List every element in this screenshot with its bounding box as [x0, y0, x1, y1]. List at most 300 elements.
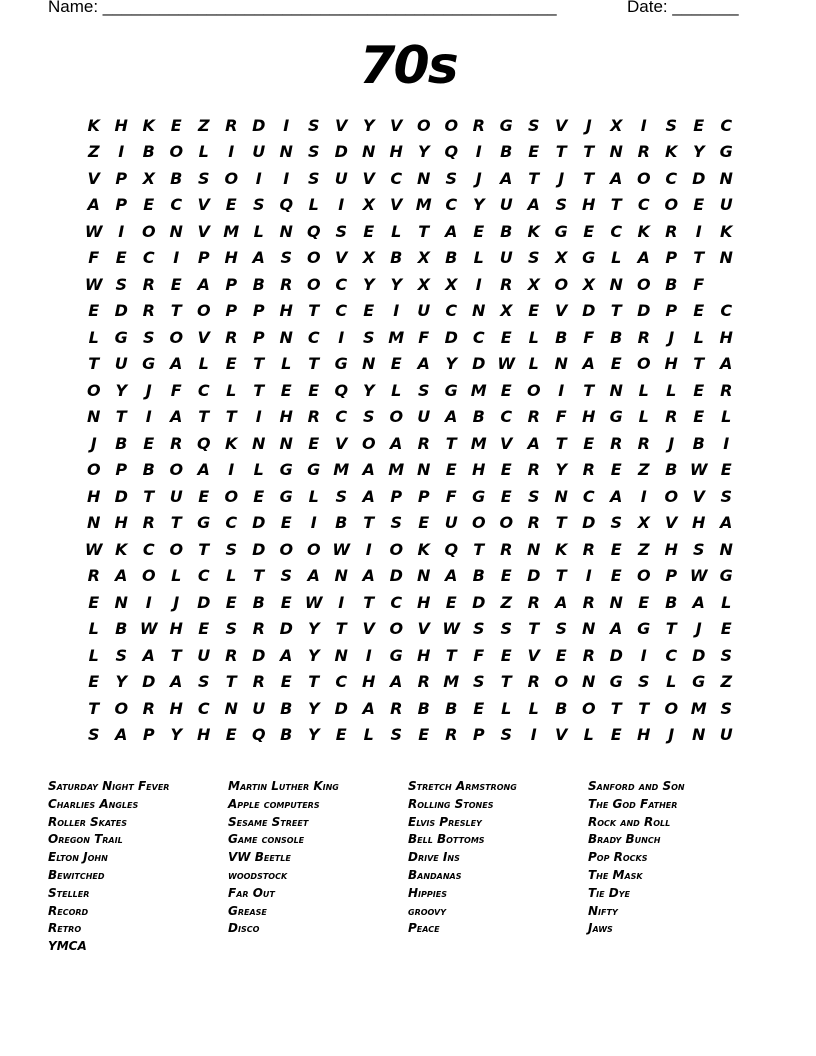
grid-letter: L [638, 407, 649, 427]
word-list-item: Sanford and Son [588, 779, 685, 793]
word-list-item: Charlies Angles [48, 796, 139, 811]
word-list-item: Tie Dye [588, 885, 631, 900]
grid-letter: E [88, 301, 100, 321]
grid-letter: T [253, 566, 265, 586]
grid-letter: E [500, 645, 512, 665]
grid-letter: E [280, 380, 292, 400]
word-list-item: Elvis Presley [408, 814, 482, 829]
grid-letter: S [555, 619, 568, 639]
grid-letter: T [308, 301, 320, 321]
grid-letter: E [720, 460, 732, 480]
grid-letter: N [417, 460, 431, 480]
grid-letter: Z [500, 592, 513, 612]
grid-letter: U [417, 301, 431, 321]
grid-letter: O [581, 698, 596, 718]
grid-letter: E [528, 142, 540, 162]
grid-letter: S [472, 619, 485, 639]
grid-letter: P [665, 301, 678, 321]
grid-letter: U [252, 142, 266, 162]
grid-letter: V [390, 195, 403, 215]
grid-letter: T [363, 592, 375, 612]
grid-letter: K [417, 539, 430, 559]
grid-letter: R [637, 327, 650, 347]
grid-letter: J [475, 168, 482, 188]
grid-letter: I [558, 380, 565, 400]
grid-letter: S [307, 115, 320, 135]
grid-letter: Z [87, 142, 100, 162]
grid-letter: I [145, 407, 152, 427]
grid-letter: X [362, 195, 375, 215]
grid-letter: S [527, 115, 540, 135]
grid-letter: N [417, 168, 431, 188]
grid-letter: E [363, 221, 375, 241]
grid-letter: M [388, 327, 405, 347]
grid-letter: F [583, 327, 595, 347]
grid-letter: H [719, 327, 733, 347]
grid-letter: T [170, 645, 182, 665]
grid-letter: L [308, 195, 319, 215]
grid-letter: T [88, 698, 100, 718]
grid-letter: O [224, 486, 239, 506]
grid-letter: M [690, 698, 707, 718]
grid-letter: W [84, 274, 103, 294]
grid-letter: S [197, 168, 210, 188]
grid-letter: S [252, 195, 265, 215]
grid-letter: Q [444, 539, 459, 559]
grid-letter: C [390, 592, 403, 612]
grid-letter: R [665, 407, 678, 427]
grid-letter: D [527, 566, 541, 586]
grid-letter: O [306, 274, 321, 294]
grid-letter: T [170, 301, 182, 321]
grid-letter: T [583, 168, 595, 188]
grid-letter: S [665, 115, 678, 135]
grid-letter: E [473, 221, 485, 241]
grid-letter: T [308, 354, 320, 374]
grid-letter: T [253, 354, 265, 374]
grid-letter: V [555, 115, 568, 135]
grid-letter: G [279, 460, 293, 480]
grid-letter: N [114, 592, 128, 612]
grid-letter: V [197, 221, 210, 241]
grid-letter: G [279, 486, 293, 506]
grid-letter: C [225, 513, 238, 533]
grid-letter: R [417, 433, 430, 453]
grid-letter: H [169, 698, 183, 718]
grid-letter: H [417, 645, 431, 665]
grid-letter: J [668, 327, 675, 347]
word-list-item: Elton John [48, 850, 108, 865]
grid-letter: T [418, 221, 430, 241]
grid-letter: O [664, 698, 679, 718]
grid-letter: L [308, 486, 319, 506]
grid-letter: V [335, 248, 348, 268]
grid-letter: L [528, 354, 539, 374]
grid-letter: D [197, 592, 211, 612]
word-list-item: Jaws [588, 921, 613, 936]
grid-letter: S [610, 513, 623, 533]
grid-letter: L [473, 248, 484, 268]
grid-letter: H [87, 486, 101, 506]
grid-letter: P [197, 248, 210, 268]
grid-letter: O [526, 380, 541, 400]
grid-letter: X [362, 248, 375, 268]
grid-letter: T [583, 142, 595, 162]
grid-letter: K [555, 539, 568, 559]
grid-letter: I [640, 486, 647, 506]
grid-letter: A [720, 354, 733, 374]
grid-letter: H [224, 248, 238, 268]
grid-letter: C [720, 115, 733, 135]
grid-letter: R [527, 592, 540, 612]
grid-letter: E [528, 301, 540, 321]
word-list-item: The Mask [588, 867, 643, 882]
grid-letter: I [723, 433, 730, 453]
grid-letter: T [528, 168, 540, 188]
word-list-item: Drive Ins [408, 850, 460, 865]
grid-letter: A [527, 195, 540, 215]
grid-letter: M [415, 195, 432, 215]
word-list-item: VW Beetle [228, 850, 291, 865]
grid-letter: O [389, 407, 404, 427]
grid-letter: F [418, 327, 430, 347]
grid-letter: U [417, 407, 431, 427]
grid-letter: E [418, 513, 430, 533]
grid-letter: G [114, 327, 128, 347]
grid-letter: C [610, 221, 623, 241]
grid-letter: G [692, 672, 706, 692]
grid-letter: S [225, 539, 238, 559]
grid-letter: L [391, 221, 402, 241]
grid-letter: P [252, 301, 265, 321]
grid-letter: O [499, 513, 514, 533]
grid-letter: E [445, 460, 457, 480]
grid-letter: Y [417, 142, 430, 162]
grid-letter: V [500, 433, 513, 453]
grid-letter: J [585, 115, 592, 135]
grid-letter: C [665, 168, 678, 188]
grid-letter: K [720, 221, 733, 241]
grid-letter: V [555, 301, 568, 321]
grid-letter: R [252, 672, 265, 692]
grid-letter: V [335, 433, 348, 453]
grid-letter: L [198, 142, 209, 162]
grid-letter: E [308, 380, 320, 400]
grid-letter: V [335, 115, 348, 135]
grid-letter: A [527, 433, 540, 453]
grid-letter: I [475, 142, 482, 162]
grid-letter: K [225, 433, 238, 453]
grid-letter: T [555, 513, 567, 533]
word-list-item: YMCA [48, 939, 87, 954]
grid-letter: T [500, 672, 512, 692]
grid-letter: T [638, 698, 650, 718]
grid-letter: D [114, 301, 128, 321]
grid-row [80, 722, 740, 749]
grid-letter: O [114, 698, 129, 718]
grid-letter: T [693, 354, 705, 374]
grid-letter: N [279, 142, 293, 162]
grid-letter: N [87, 407, 101, 427]
grid-letter: S [362, 327, 375, 347]
grid-letter: N [417, 566, 431, 586]
grid-letter: A [390, 433, 403, 453]
grid-letter: D [279, 619, 293, 639]
grid-letter: O [664, 195, 679, 215]
grid-letter: C [335, 274, 348, 294]
grid-letter: G [719, 566, 733, 586]
grid-letter: E [363, 301, 375, 321]
grid-letter: A [610, 619, 623, 639]
grid-letter: I [393, 301, 400, 321]
grid-letter: C [582, 486, 595, 506]
grid-letter: A [280, 645, 293, 665]
grid-letter: S [720, 486, 733, 506]
grid-row [80, 324, 740, 351]
grid-letter: D [334, 698, 348, 718]
grid-letter: E [143, 433, 155, 453]
grid-letter: I [640, 645, 647, 665]
grid-letter: L [88, 327, 99, 347]
grid-letter: F [88, 248, 100, 268]
grid-letter: S [555, 195, 568, 215]
grid-letter: O [389, 539, 404, 559]
grid-letter: P [225, 301, 238, 321]
grid-row [80, 483, 740, 510]
grid-letter: E [693, 301, 705, 321]
word-column-1 [48, 778, 228, 956]
word-list-item: Rolling Stones [408, 796, 494, 811]
grid-letter: R [500, 539, 513, 559]
word-list-item: Brady Bunch [588, 832, 661, 847]
grid-letter: O [554, 672, 569, 692]
grid-letter: D [252, 513, 266, 533]
grid-letter: F [473, 645, 485, 665]
word-list-item: Stretch Armstrong [408, 779, 517, 793]
word-list-item: Nifty [588, 903, 618, 918]
grid-letter: L [198, 354, 209, 374]
grid-letter: Y [692, 142, 705, 162]
grid-letter: D [252, 645, 266, 665]
grid-letter: R [527, 672, 540, 692]
grid-letter: T [363, 513, 375, 533]
grid-letter: B [665, 274, 678, 294]
grid-letter: A [87, 195, 100, 215]
grid-letter: L [583, 725, 594, 745]
grid-letter: I [118, 221, 125, 241]
grid-letter: E [143, 195, 155, 215]
grid-letter: R [225, 645, 238, 665]
grid-letter: L [88, 645, 99, 665]
grid-row [80, 404, 740, 431]
grid-letter: K [142, 115, 155, 135]
grid-letter: E [88, 672, 100, 692]
grid-letter: U [334, 168, 348, 188]
name-field-label: Name: ________________________________________________ [48, 0, 557, 16]
grid-letter: Y [390, 274, 403, 294]
grid-letter: B [472, 566, 485, 586]
grid-letter: N [279, 327, 293, 347]
grid-letter: N [582, 672, 596, 692]
grid-letter: R [390, 698, 403, 718]
grid-letter: T [528, 619, 540, 639]
grid-letter: I [118, 142, 125, 162]
grid-letter: D [334, 142, 348, 162]
grid-letter: I [228, 460, 235, 480]
word-list-item: Oregon Trail [48, 832, 123, 847]
grid-row [80, 218, 740, 245]
grid-letter: I [338, 195, 345, 215]
grid-letter: C [197, 566, 210, 586]
grid-letter: J [145, 380, 152, 400]
grid-letter: A [637, 248, 650, 268]
grid-letter: Q [444, 142, 459, 162]
grid-letter: R [582, 460, 595, 480]
grid-letter: P [417, 486, 430, 506]
grid-letter: H [279, 301, 293, 321]
grid-letter: E [445, 592, 457, 612]
word-list-item: Disco [228, 921, 260, 936]
grid-letter: V [555, 725, 568, 745]
grid-row [80, 192, 740, 219]
grid-letter: P [665, 566, 678, 586]
grid-letter: G [444, 380, 458, 400]
grid-letter: H [197, 725, 211, 745]
grid-letter: E [500, 460, 512, 480]
grid-letter: H [472, 460, 486, 480]
grid-letter: H [637, 725, 651, 745]
grid-letter: O [169, 142, 184, 162]
grid-letter: S [115, 274, 128, 294]
grid-letter: P [115, 168, 128, 188]
grid-letter: O [636, 566, 651, 586]
grid-letter: S [500, 619, 513, 639]
grid-letter: W [689, 460, 708, 480]
grid-letter: O [141, 221, 156, 241]
grid-letter: G [637, 619, 651, 639]
grid-letter: B [500, 142, 513, 162]
grid-letter: O [169, 460, 184, 480]
grid-letter: E [693, 115, 705, 135]
grid-letter: B [280, 725, 293, 745]
grid-letter: D [637, 301, 651, 321]
grid-letter: T [115, 407, 127, 427]
grid-letter: H [417, 592, 431, 612]
grid-letter: Y [307, 698, 320, 718]
grid-letter: E [88, 592, 100, 612]
grid-letter: R [472, 115, 485, 135]
grid-row [80, 563, 740, 590]
grid-letter: O [361, 433, 376, 453]
grid-letter: V [197, 327, 210, 347]
grid-letter: T [610, 195, 622, 215]
grid-letter: E [610, 566, 622, 586]
grid-letter: J [668, 725, 675, 745]
grid-letter: O [636, 274, 651, 294]
grid-letter: I [310, 513, 317, 533]
grid-letter: L [171, 566, 182, 586]
grid-letter: N [362, 142, 376, 162]
grid-letter: T [170, 513, 182, 533]
grid-letter: F [693, 274, 705, 294]
grid-row [80, 616, 740, 643]
grid-letter: P [390, 486, 403, 506]
grid-letter: W [84, 539, 103, 559]
word-list-item: groovy [408, 903, 447, 918]
grid-letter: B [142, 460, 155, 480]
grid-letter: N [719, 248, 733, 268]
grid-letter: N [334, 566, 348, 586]
grid-letter: L [666, 672, 677, 692]
grid-letter: C [445, 301, 458, 321]
grid-letter: J [173, 592, 180, 612]
grid-letter: O [471, 513, 486, 533]
grid-letter: A [115, 566, 128, 586]
grid-letter: E [280, 592, 292, 612]
grid-letter: N [609, 380, 623, 400]
grid-letter: T [88, 354, 100, 374]
word-list-item: Roller Skates [48, 814, 127, 829]
grid-letter: R [87, 566, 100, 586]
grid-letter: D [444, 327, 458, 347]
grid-letter: H [582, 407, 596, 427]
word-list-item: Sesame Street [228, 814, 309, 829]
grid-letter: B [692, 433, 705, 453]
grid-row [80, 695, 740, 722]
grid-letter: W [442, 619, 461, 639]
grid-letter: I [338, 327, 345, 347]
grid-row [80, 298, 740, 325]
grid-letter: E [610, 539, 622, 559]
grid-letter: U [114, 354, 128, 374]
grid-letter: N [719, 539, 733, 559]
grid-letter: X [582, 274, 595, 294]
grid-letter: Y [170, 725, 183, 745]
grid-letter: I [228, 142, 235, 162]
grid-letter: C [720, 301, 733, 321]
grid-letter: S [637, 672, 650, 692]
grid-letter: W [84, 221, 103, 241]
grid-letter: O [169, 327, 184, 347]
grid-letter: A [417, 354, 430, 374]
grid-letter: Y [362, 380, 375, 400]
grid-letter: K [665, 142, 678, 162]
grid-letter: Z [637, 460, 650, 480]
grid-letter: E [583, 221, 595, 241]
grid-letter: P [472, 725, 485, 745]
word-list-item: Apple computers [228, 796, 320, 811]
grid-letter: U [444, 513, 458, 533]
grid-letter: G [307, 460, 321, 480]
word-list-item: Bewitched [48, 867, 105, 882]
grid-letter: Q [196, 433, 211, 453]
grid-letter: S [472, 672, 485, 692]
grid-letter: Y [307, 645, 320, 665]
grid-letter: T [198, 539, 210, 559]
grid-letter: O [389, 619, 404, 639]
grid-letter: B [390, 248, 403, 268]
grid-letter: N [279, 433, 293, 453]
grid-letter: G [142, 354, 156, 374]
word-list-item: Bandanas [408, 867, 462, 882]
grid-letter: R [417, 672, 430, 692]
grid-letter: V [417, 619, 430, 639]
grid-letter: A [362, 486, 375, 506]
grid-letter: E [225, 725, 237, 745]
grid-letter: H [362, 672, 376, 692]
grid-letter: E [500, 486, 512, 506]
grid-letter: R [225, 327, 238, 347]
